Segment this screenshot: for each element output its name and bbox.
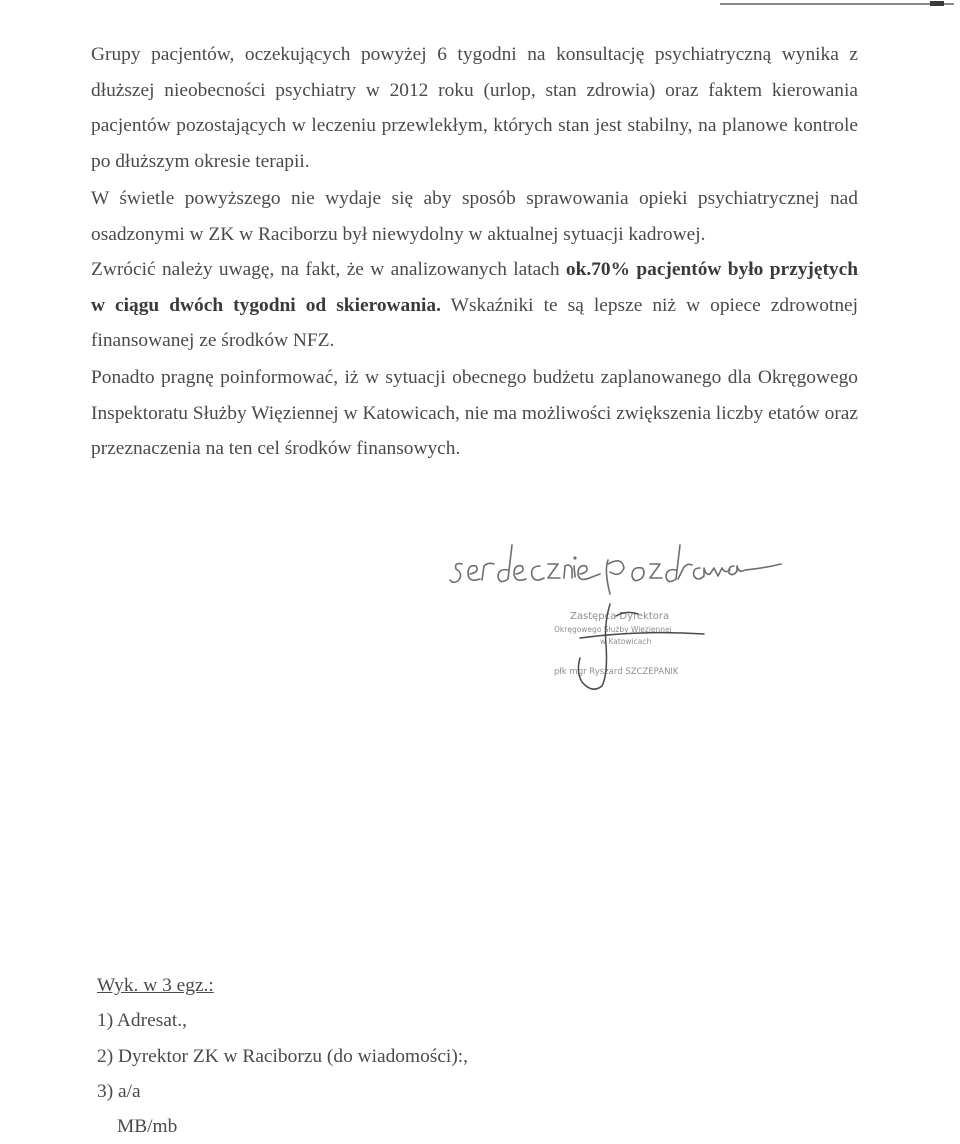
paragraph-text: W świetle powyższego nie wydaje się aby sposób sprawowania opieki psychiatrycznej nad osadzonymi w ZK w Raciborzu był niewydolny w aktualnej sytuacji kadrowej. <box>91 188 858 245</box>
distribution-item: 1) Adresat., <box>97 1010 187 1032</box>
stamp-line-1: Zastępca Dyrektora <box>570 611 670 622</box>
paragraph-text: Zwrócić należy uwagę, na fakt, że w analizowanych latach <box>91 259 566 280</box>
stamp-line-2: Okręgowego Służby Więziennej <box>554 625 672 634</box>
distribution-list <box>97 968 697 1144</box>
paragraph-waiting-groups <box>91 37 858 179</box>
paragraph-text: Grupy pacjentów, oczekujących powyżej 6 tygodni na konsultację psychiatryczną wynika z dłuższej nieobecności psychiatry w 2012 roku (urlop, stan zdrowia) oraz faktem kierowania pacjentów pozostających w leczeniu przewlekłym, których stan jest stabilny, na planowe kontrole po dłuższym okresie terapii. <box>91 44 858 172</box>
signature-and-stamp <box>430 520 830 700</box>
stamp-line-4: płk mgr Ryszard SZCZEPANIK <box>554 667 679 677</box>
bold-statistic: ok.70% pacjentów było przyjętych w ciągu dwóch tygodni od skierowania. <box>91 259 858 316</box>
official-stamp <box>554 611 679 677</box>
signature-area <box>430 520 830 700</box>
paragraph-text: Ponadto pragnę poinformować, iż w sytuacji obecnego budżetu zaplanowanego dla Okręgowego Inspektoratu Służby Więziennej w Katowicach, nie ma możliwości zwiększenia liczby etatów oraz przeznaczenia na ten cel środków finansowych. <box>91 367 858 459</box>
top-rule-mark <box>930 1 944 6</box>
copies-heading: Wyk. w 3 egz.: <box>97 975 214 996</box>
paragraph-assessment <box>91 181 858 252</box>
top-rule <box>720 3 954 5</box>
paragraph-text: Wskaźniki te są lepsze niż w opiece zdrowotnej finansowanej ze środków NFZ. <box>91 294 859 351</box>
author-initials: MB/mb <box>117 1116 178 1138</box>
paragraph-budget <box>91 360 858 467</box>
paragraph-statistics <box>91 252 858 359</box>
handwritten-closing <box>450 545 781 594</box>
distribution-item: 3) a/a <box>97 1080 141 1102</box>
distribution-item: 2) Dyrektor ZK w Raciborzu (do wiadomości):, <box>97 1045 469 1067</box>
stamp-line-3: w Katowicach <box>600 637 652 646</box>
